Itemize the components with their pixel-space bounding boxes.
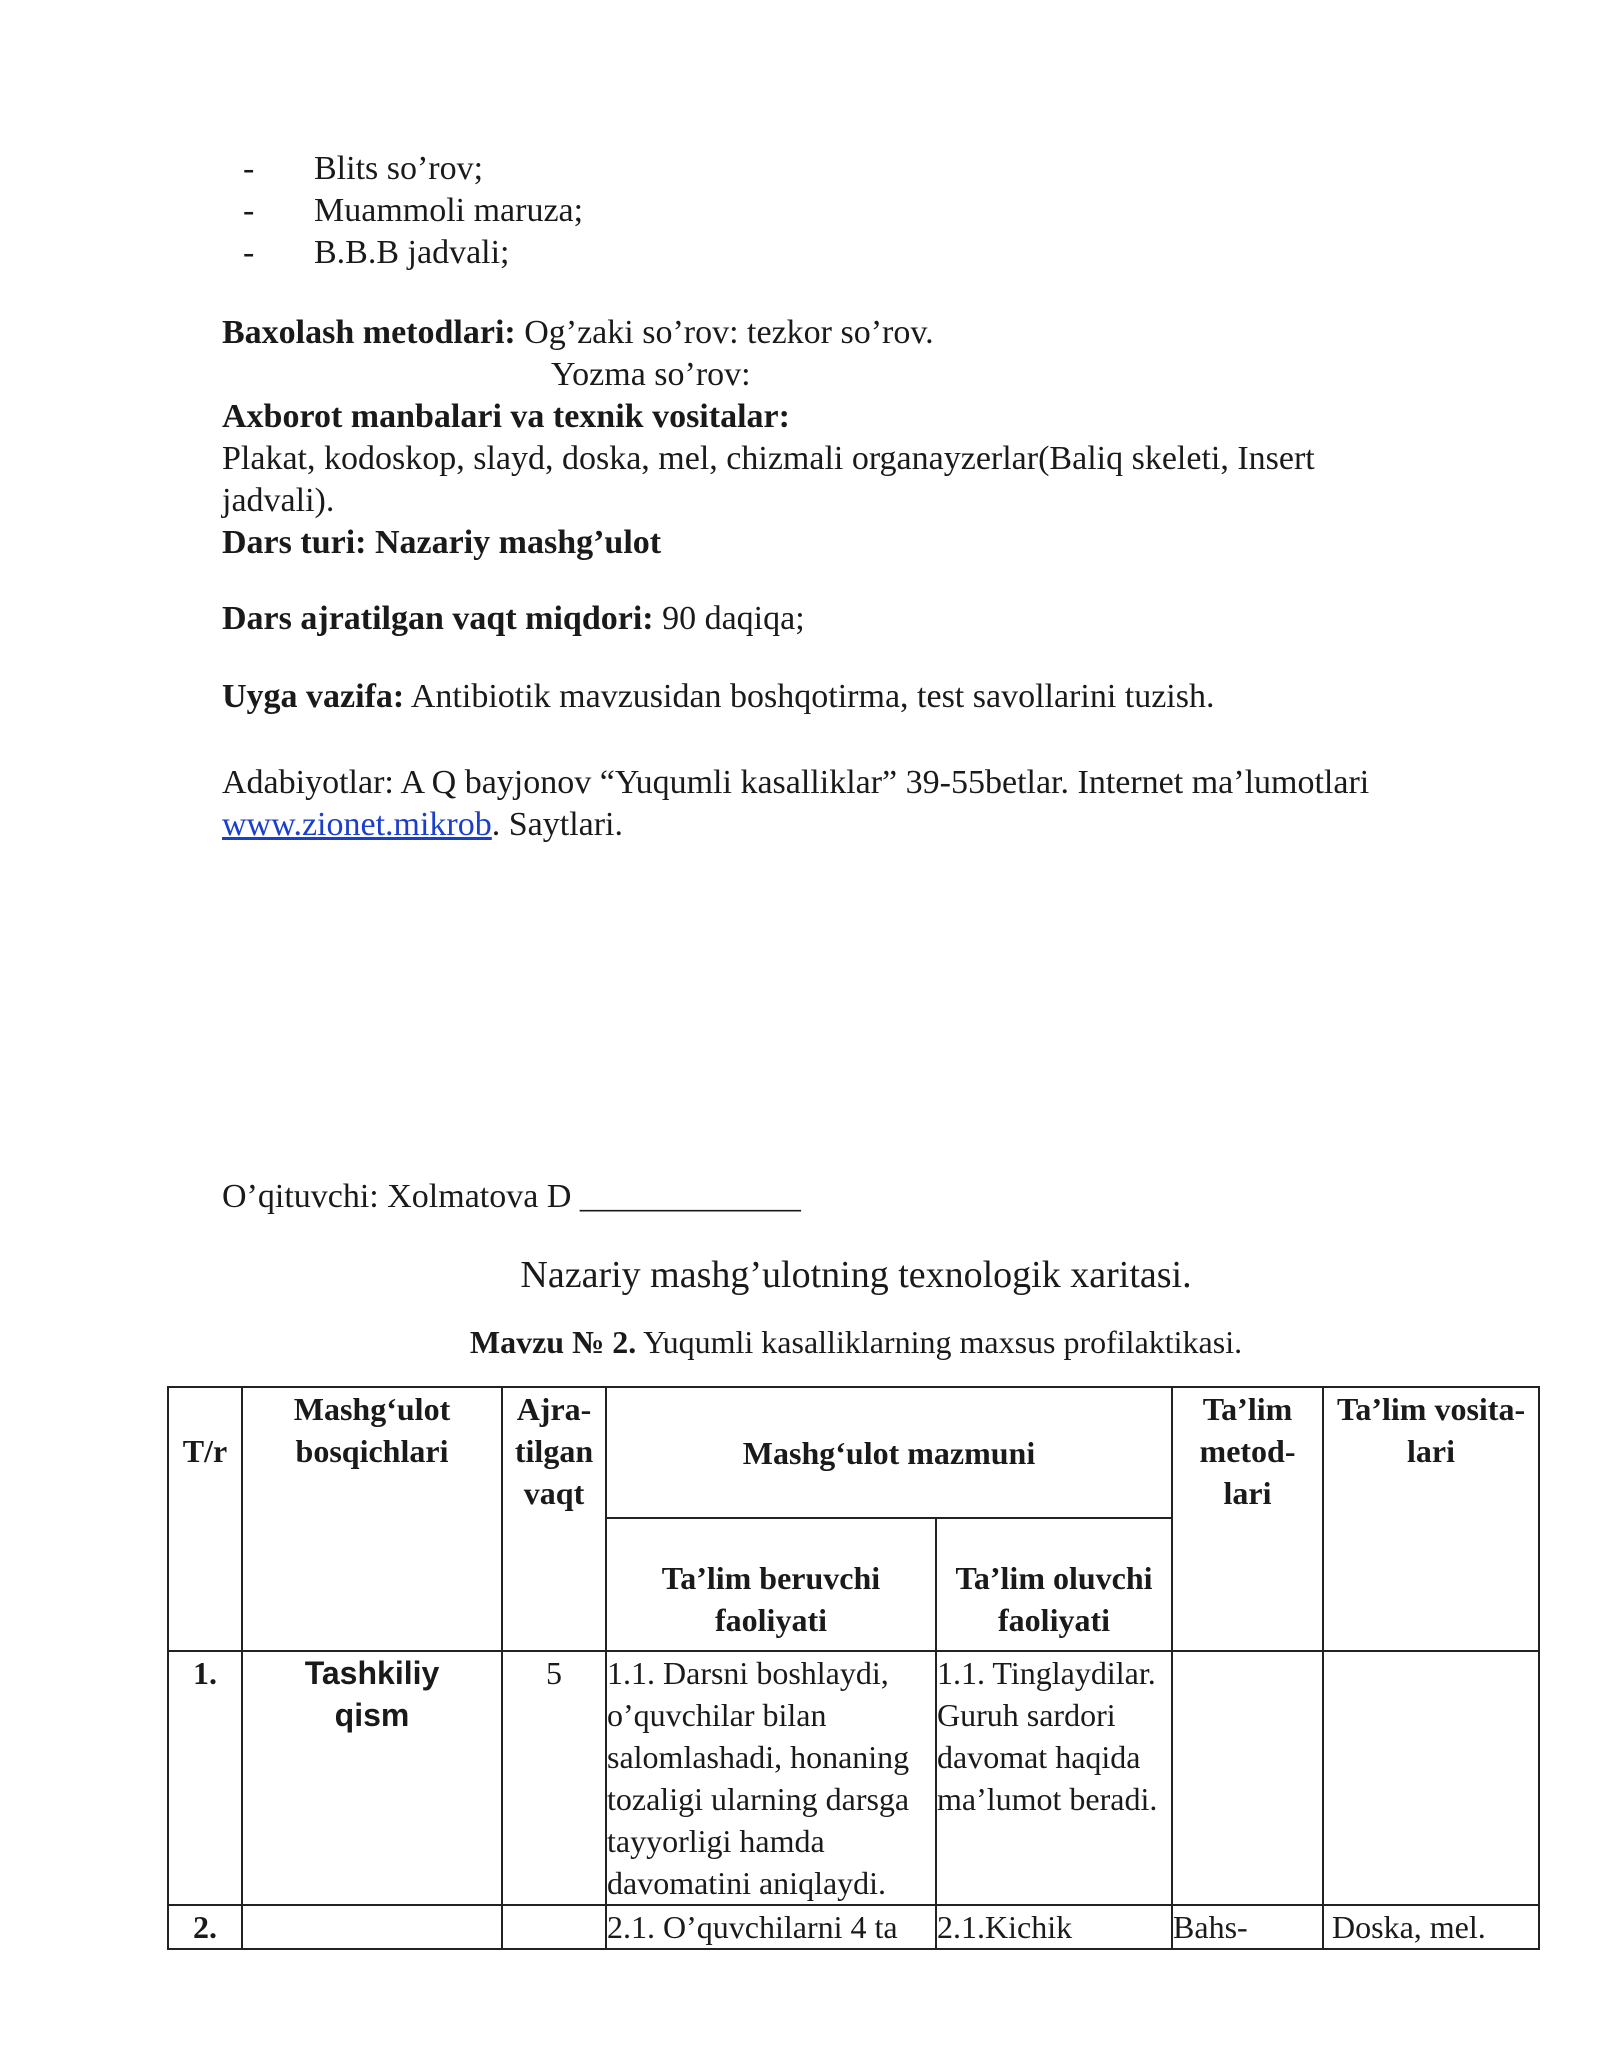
header-number-text: T/r	[182, 1433, 228, 1469]
topic-line	[0, 1322, 1600, 1362]
teacher-activity-line: tozaligi ularning darsga	[607, 1781, 910, 1817]
row-time	[502, 1905, 606, 1949]
header-student-line: Ta’lim oluvchi	[955, 1560, 1153, 1596]
row-tools	[1323, 1651, 1539, 1905]
literature-line-1: Adabiyotlar: A Q bayjonov “Yuqumli kasalliklar” 39-55betlar. Internet ma’lumotlari	[222, 764, 1370, 801]
header-tools-line: Ta’lim vosita-	[1336, 1391, 1526, 1427]
row-methods	[1172, 1651, 1323, 1905]
homework-label: Uyga vazifa:	[222, 678, 405, 715]
assessment-line	[222, 312, 934, 354]
list-marker: -	[243, 234, 255, 271]
header-student-line: faoliyati	[998, 1602, 1110, 1638]
header-stages	[242, 1387, 502, 1651]
topic-value: Yuqumli kasalliklarning maxsus profilaktikasi.	[636, 1324, 1243, 1360]
website-link[interactable]: www.zionet.mikrob	[222, 806, 492, 843]
assessment-written: Yozma so’rov:	[551, 356, 751, 393]
literature-suffix: . Saytlari.	[491, 806, 624, 843]
header-methods-line: metod-	[1199, 1433, 1296, 1469]
student-activity-line: davomat haqida	[937, 1739, 1141, 1775]
homework-value: Antibiotik mavzusidan boshqotirma, test savollarini tuzish.	[404, 678, 1215, 715]
assessment-label: Baxolash metodlari:	[222, 314, 516, 351]
row-stage	[242, 1905, 502, 1949]
header-teacher-line: faoliyati	[715, 1602, 827, 1638]
table-header-row	[168, 1387, 1539, 1518]
list-marker: -	[243, 192, 255, 229]
header-tools	[1323, 1387, 1539, 1651]
list-item: Muammoli maruza;	[314, 192, 584, 229]
row-teacher-activity	[606, 1651, 936, 1905]
teacher-activity-line: 1.1. Darsni boshlaydi,	[607, 1655, 889, 1691]
technology-map-table	[167, 1386, 1540, 1950]
literature-line-2	[222, 804, 623, 846]
table-row	[168, 1905, 1539, 1949]
row-stage-line: Tashkiliy	[304, 1655, 440, 1691]
row-teacher-activity: 2.1. O’quvchilarni 4 ta	[606, 1905, 936, 1949]
header-methods-line: lari	[1223, 1475, 1272, 1511]
row-stage	[242, 1651, 502, 1905]
map-title: Nazariy mashg’ulotning texnologik xaritasi.	[520, 1254, 1192, 1296]
time-allocation	[222, 598, 805, 640]
resources-line-2: jadvali).	[222, 482, 335, 519]
header-tools-line: lari	[1407, 1433, 1455, 1469]
row-stage-line: qism	[334, 1697, 410, 1733]
header-stages-line: Mashg‘ulot	[293, 1391, 451, 1427]
header-teacher-line: Ta’lim beruvchi	[661, 1560, 881, 1596]
teacher-activity-line: salomlashadi, honaning	[607, 1739, 910, 1775]
row-student-activity	[936, 1651, 1172, 1905]
header-number	[168, 1387, 242, 1651]
time-label: Dars ajratilgan vaqt miqdori:	[222, 600, 654, 637]
student-activity-line: Guruh sardori	[937, 1697, 1116, 1733]
header-student-activity	[936, 1518, 1172, 1651]
header-time-line: Ajra-	[516, 1391, 592, 1427]
header-time	[502, 1387, 606, 1651]
row-student-activity: 2.1.Kichik	[936, 1905, 1172, 1949]
list-item: Blits so’rov;	[314, 150, 484, 187]
header-time-line: tilgan	[514, 1433, 594, 1469]
student-activity-line: 1.1. Tinglaydilar.	[937, 1655, 1156, 1691]
time-value: 90 daqiqa;	[653, 600, 805, 637]
list-marker: -	[243, 150, 255, 187]
header-content	[606, 1387, 1172, 1518]
header-stages-line: bosqichlari	[295, 1433, 449, 1469]
homework	[222, 676, 1215, 718]
resources-label-text: Axborot manbalari va texnik vositalar:	[222, 398, 790, 435]
row-number: 2.	[168, 1905, 242, 1949]
row-methods: Bahs-	[1172, 1905, 1323, 1949]
header-teacher-activity	[606, 1518, 936, 1651]
teacher-signature: O’qituvchi: Xolmatova D _____________	[222, 1178, 801, 1215]
resources-line-1: Plakat, kodoskop, slayd, doska, mel, chizmali organayzerlar(Baliq skeleti, Insert	[222, 440, 1315, 477]
header-methods-line: Ta’lim	[1202, 1391, 1293, 1427]
teacher-activity-line: tayyorligi hamda	[607, 1823, 825, 1859]
row-tools: Doska, mel.	[1323, 1905, 1539, 1949]
teacher-activity-line: davomatini aniqlaydi.	[607, 1865, 887, 1901]
header-time-line: vaqt	[523, 1475, 585, 1511]
row-time: 5	[502, 1651, 606, 1905]
header-content-text: Mashg‘ulot mazmuni	[742, 1434, 1036, 1471]
table-row	[168, 1651, 1539, 1905]
lesson-type	[222, 522, 661, 564]
teacher-activity-line: o’quvchilar bilan	[607, 1697, 827, 1733]
assessment-oral: Og’zaki so’rov: tezkor so’rov.	[515, 314, 934, 351]
row-number: 1.	[168, 1651, 242, 1905]
topic-label: Mavzu № 2.	[469, 1324, 637, 1360]
student-activity-line: ma’lumot beradi.	[937, 1781, 1158, 1817]
resources-label	[222, 396, 790, 438]
list-item: B.B.B jadvali;	[314, 234, 510, 271]
header-methods	[1172, 1387, 1323, 1651]
lesson-type-text: Dars turi: Nazariy mashg’ulot	[222, 524, 662, 561]
